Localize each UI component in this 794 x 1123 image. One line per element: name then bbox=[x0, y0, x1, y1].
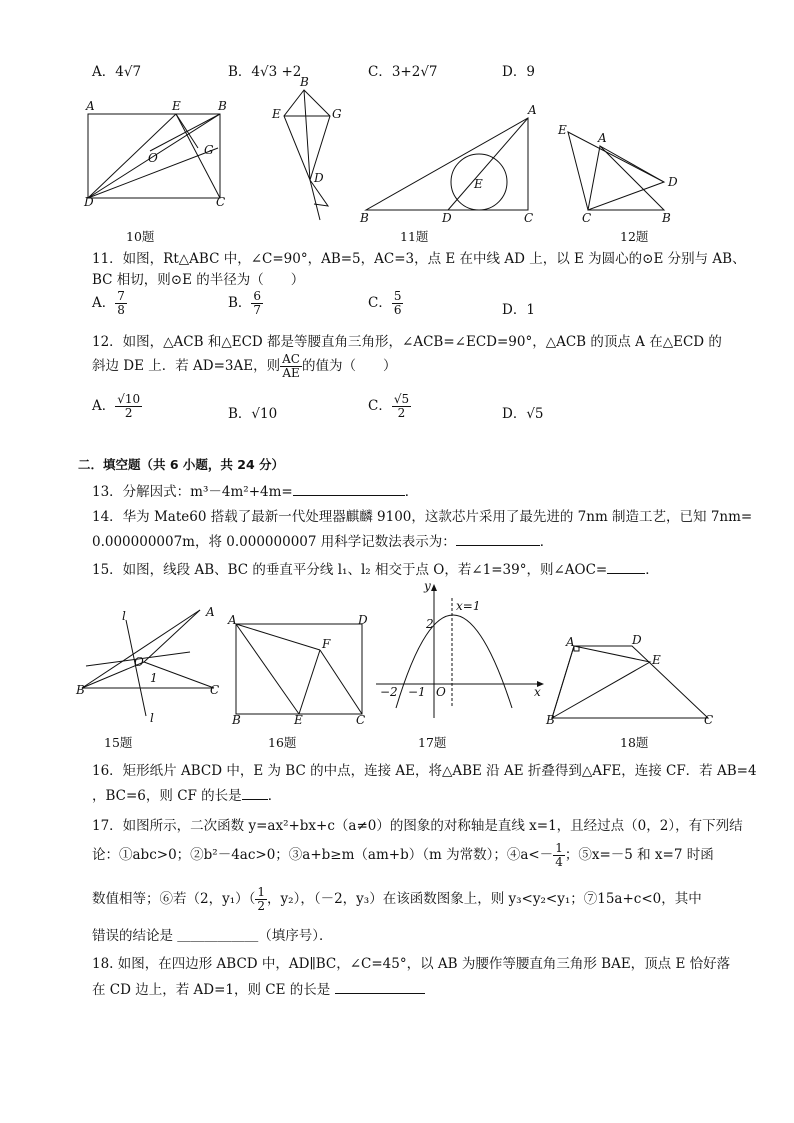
q11-text-line1: 11．如图，Rt△ABC 中，∠C=90°，AB=5，AC=3，点 E 在中线 AD 上，以 E 为圆心的⊙E 分别与 AB、 bbox=[92, 251, 746, 267]
svg-text:A: A bbox=[528, 103, 537, 117]
caption-fig15: 15题 bbox=[104, 735, 133, 750]
svg-text:A: A bbox=[206, 605, 215, 619]
svg-text:C: C bbox=[524, 211, 534, 225]
q12-option-b: B．√10 bbox=[228, 406, 278, 422]
q17-text-line4: 错误的结论是 ＿＿＿＿＿＿（填序号）． bbox=[92, 928, 333, 944]
q11-option-c: C． $\frac{5}{6}$ bbox=[368, 289, 402, 317]
svg-text:G: G bbox=[204, 143, 214, 157]
figure-10-kite bbox=[268, 76, 348, 216]
q10-option-b: B．4√3 +2 bbox=[228, 64, 302, 80]
svg-text:B: B bbox=[360, 211, 369, 225]
caption-fig17: 17题 bbox=[418, 735, 447, 750]
svg-text:B: B bbox=[232, 713, 241, 727]
caption-fig12: 12题 bbox=[620, 229, 649, 244]
q10-option-d: D．9 bbox=[502, 64, 535, 80]
fig17-two-label: 2 bbox=[426, 617, 434, 631]
svg-text:D: D bbox=[442, 211, 452, 225]
caption-fig10: 10题 bbox=[126, 229, 155, 244]
svg-text:B: B bbox=[76, 683, 85, 697]
svg-text:A: A bbox=[228, 613, 237, 627]
q12-text-line1: 12．如图，△ACB 和△ECD 都是等腰直角三角形，∠ACB=∠ECD=90°，△ACB 的顶点 A 在△ECD 的 bbox=[92, 334, 722, 350]
svg-text:E: E bbox=[294, 713, 303, 727]
fig17-axis-label: x=1 bbox=[456, 599, 481, 613]
svg-text:l: l bbox=[150, 711, 154, 725]
q14-text-line2: 0.000000007m，将 0.000000007 用科学记数法表示为： ． bbox=[92, 534, 554, 550]
svg-text:D: D bbox=[314, 171, 324, 185]
caption-fig18: 18题 bbox=[620, 735, 649, 750]
q15-text: 15．如图，线段 AB、BC 的垂直平分线 l₁、l₂ 相交于点 O，若∠1=39°，则∠AOC= ． bbox=[92, 562, 659, 578]
figure-12 bbox=[554, 120, 694, 224]
figure-11 bbox=[356, 100, 546, 224]
figure-10 bbox=[80, 96, 240, 208]
svg-text:D: D bbox=[358, 613, 368, 627]
q16-text-line2: ，BC=6，则 CF 的长是 ． bbox=[92, 788, 282, 804]
svg-text:O: O bbox=[134, 655, 144, 669]
svg-text:C: C bbox=[210, 683, 220, 697]
svg-text:A: A bbox=[566, 635, 575, 649]
q12-option-d: D．√5 bbox=[502, 406, 544, 422]
caption-fig16: 16题 bbox=[268, 735, 297, 750]
svg-text:E: E bbox=[652, 653, 661, 667]
q11-option-a: A． $\frac{7}{8}$ bbox=[92, 289, 125, 317]
fig17-y-label: y bbox=[424, 579, 431, 593]
section2-title: 二．填空题（共 6 小题，共 24 分） bbox=[78, 457, 285, 472]
fig17-origin-label: O bbox=[436, 685, 446, 699]
q10-option-a: A．4√7 bbox=[92, 64, 142, 80]
fig17-minus2-label: −2 bbox=[380, 685, 398, 699]
q11-option-b: B． $\frac{6}{7}$ bbox=[228, 289, 262, 317]
svg-text:1: 1 bbox=[150, 671, 158, 685]
svg-text:B: B bbox=[546, 713, 555, 727]
svg-text:A: A bbox=[598, 131, 607, 145]
svg-text:B: B bbox=[662, 211, 671, 225]
svg-text:F: F bbox=[322, 637, 331, 651]
figure-18 bbox=[546, 634, 712, 726]
svg-text:E: E bbox=[172, 99, 181, 113]
svg-text:A: A bbox=[86, 99, 95, 113]
svg-text:E: E bbox=[558, 123, 567, 137]
figure-15 bbox=[76, 604, 226, 726]
svg-text:E: E bbox=[474, 177, 483, 191]
svg-text:l: l bbox=[122, 609, 126, 623]
svg-text:B: B bbox=[218, 99, 227, 113]
svg-text:C: C bbox=[582, 211, 592, 225]
q18-text-line2: 在 CD 边上，若 AD=1，则 CE 的长是 bbox=[92, 978, 722, 998]
q11-text-line2: BC 相切，则⊙E 的半径为（ ） bbox=[92, 272, 305, 288]
svg-text:C: C bbox=[356, 713, 366, 727]
caption-fig11: 11题 bbox=[400, 229, 429, 244]
q18-text-line1: 18. 如图，在四边形 ABCD 中，AD∥BC，∠C=45°，以 AB 为腰作等腰直角三角形 BAE，顶点 E 恰好落 bbox=[92, 956, 731, 972]
q17-text-line1: 17．如图所示，二次函数 y=ax²+bx+c（a≠0）的图象的对称轴是直线 x=1，且经过点（0，2），有下列结 bbox=[92, 818, 743, 834]
q16-text-line1: 16．矩形纸片 ABCD 中，E 为 BC 的中点，连接 AE，将△ABE 沿 AE 折叠得到△AFE，连接 CF．若 AB=4 bbox=[92, 763, 757, 779]
svg-text:C: C bbox=[704, 713, 714, 727]
svg-text:C: C bbox=[216, 195, 226, 209]
svg-text:E: E bbox=[272, 107, 281, 121]
fig17-x-label: x bbox=[534, 685, 541, 699]
q12-text-line2: 斜边 DE 上．若 AD=3AE，则 $\frac{AC}{AE}$ 的值为（ ） bbox=[92, 352, 397, 380]
q14-text-line1: 14．华为 Mate60 搭载了最新一代处理器麒麟 9100，这款芯片采用了最先进的 7nm 制造工艺，已知 7nm= bbox=[92, 509, 753, 525]
q17-text-line3: 数值相等；⑥若（2，y₁）（ $\frac{1}{2}$ ，y₂），（－2，y₃）在该函数图象上，则 y₃<y₂<y₁；⑦15a+c<0，其中 bbox=[92, 885, 702, 913]
q12-option-c: C． $\frac{√5}{2}$ bbox=[368, 392, 410, 420]
q12-option-a: A． $\frac{√10}{2}$ bbox=[92, 392, 141, 420]
figure-17 bbox=[372, 578, 548, 726]
fig17-minus1-label: −1 bbox=[408, 685, 426, 699]
svg-text:D: D bbox=[668, 175, 678, 189]
svg-text:O: O bbox=[148, 151, 158, 165]
svg-text:G: G bbox=[332, 107, 342, 121]
svg-text:D: D bbox=[84, 195, 94, 209]
svg-text:D: D bbox=[632, 633, 642, 647]
q13-text: 13．分解因式：m³－4m²+4m= ． bbox=[92, 484, 419, 500]
q10-option-c: C．3+2√7 bbox=[368, 64, 438, 80]
figure-16 bbox=[226, 612, 372, 726]
q11-option-d: D．1 bbox=[502, 302, 535, 318]
svg-text:B: B bbox=[300, 75, 309, 89]
q17-text-line2: 论：①abc>0；②b²－4ac>0；③a+b≥m（am+b）（m 为常数）；④a<－ $\frac{1}{4}$ ；⑤x=－5 和 x=7 时函 bbox=[92, 841, 714, 869]
